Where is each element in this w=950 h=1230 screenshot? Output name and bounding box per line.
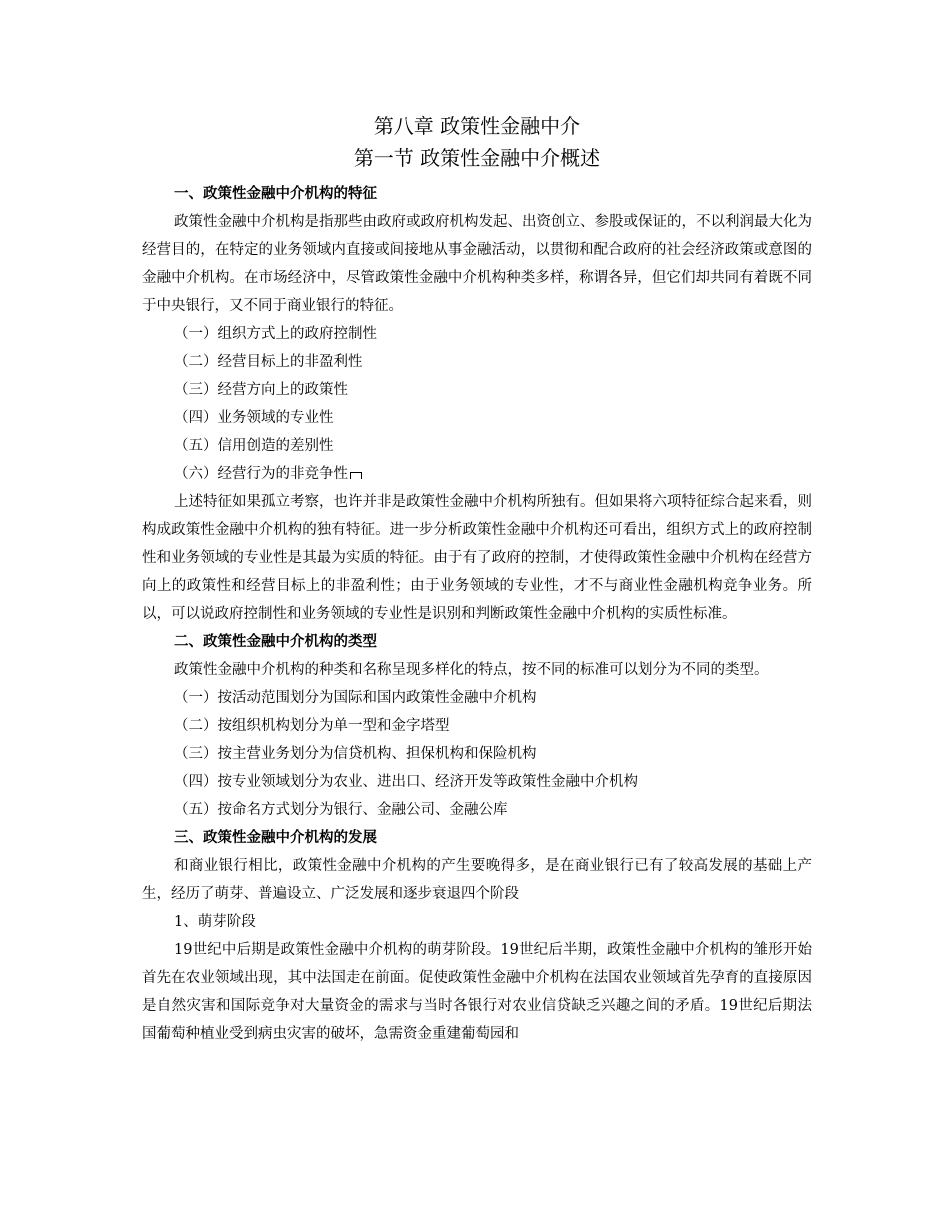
part3-heading: 三、政策性金融中介机构的发展 — [174, 830, 377, 846]
list-item: （四）按专业领域划分为农业、进出口、经济开发等政策性金融中介机构 — [174, 774, 638, 790]
section-title: 第一节 政策性金融中介概述 — [353, 146, 601, 170]
list-item: （三）按主营业务划分为信贷机构、担保机构和保险机构 — [174, 746, 537, 762]
list-item-text: （六）经营行为的非竞争性 — [174, 466, 348, 482]
part2-intro: 政策性金融中介机构的种类和名称呈现多样化的特点，按不同的标准可以划分为不同的类型。 — [174, 662, 769, 678]
part1-intro: 政策性金融中介机构是指那些由政府或政府机构发起、出资创立、参股或保证的，不以利润最大化为经营目的，在特定的业务领域内直接或间接地从事金融活动，以贯彻和配合政府的社会经济政策或意图的金融中介机构。在市场经济中，尽管政策性金融中介机构种类多样，称谓各异，但它们却共同有着既不同于中央银行，又不同于商业银行的特征。 — [142, 214, 812, 314]
stage1-label: 1、萌芽阶段 — [174, 914, 256, 930]
list-item: （一）组织方式上的政府控制性 — [174, 326, 377, 342]
part2-heading: 二、政策性金融中介机构的类型 — [174, 634, 377, 650]
chapter-title: 第八章 政策性金融中介 — [373, 114, 581, 138]
part1-summary: 上述特征如果孤立考察，也许并非是政策性金融中介机构所独有。但如果将六项特征综合起来看，则构成政策性金融中介机构的独有特征。进一步分析政策性金融中介机构还可看出，组织方式上的政府控制性和业务领域的专业性是其最为实质的特征。由于有了政府的控制，才使得政策性金融中介机构在经营方向上的政策性和经营目标上的非盈利性；由于业务领域的专业性，才不与商业性金融机构竞争业务。所以，可以说政府控制性和业务领域的专业性是识别和判断政策性金融中介机构的实质性标准。 — [142, 494, 812, 622]
list-item: （五）信用创造的差别性 — [174, 438, 334, 454]
list-item: （一）按活动范围划分为国际和国内政策性金融中介机构 — [174, 690, 537, 706]
list-item: （二）经营目标上的非盈利性 — [174, 354, 363, 370]
list-item: （二）按组织机构划分为单一型和金字塔型 — [174, 718, 450, 734]
list-item: （五）按命名方式划分为银行、金融公司、金融公库 — [174, 802, 508, 818]
bracket-mark-icon — [350, 472, 362, 479]
list-item-last — [142, 460, 812, 488]
list-item: （三）经营方向上的政策性 — [174, 382, 348, 398]
part1-heading: 一、政策性金融中介机构的特征 — [174, 186, 377, 202]
list-item: （四）业务领域的专业性 — [174, 410, 334, 426]
stage1-text: 19世纪中后期是政策性金融中介机构的萌芽阶段。19世纪后半期，政策性金融中介机构的雏形开始首先在农业领域出现，其中法国走在前面。促使政策性金融中介机构在法国农业领域首先孕育的直接原因是自然灾害和国际竞争对大量资金的需求与当时各银行对农业信贷缺乏兴趣之间的矛盾。19世纪后期法国葡萄种植业受到病虫灾害的破坏，急需资金重建葡萄园和 — [142, 942, 812, 1042]
document-page — [142, 110, 812, 1048]
part3-intro: 和商业银行相比，政策性金融中介机构的产生要晚得多，是在商业银行已有了较高发展的基础上产生，经历了萌芽、普遍设立、广泛发展和逐步衰退四个阶段 — [142, 858, 812, 902]
